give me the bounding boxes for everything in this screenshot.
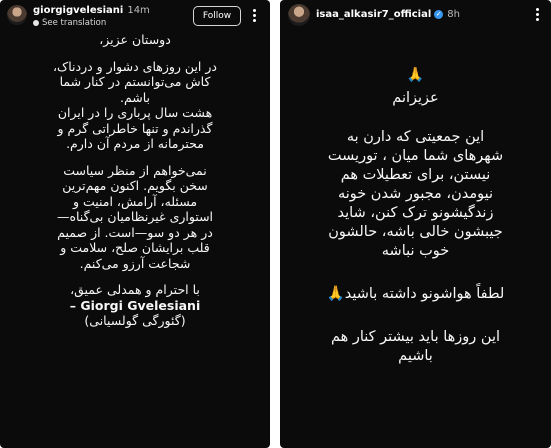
- post-time: 14m: [127, 5, 150, 16]
- avatar[interactable]: [288, 4, 310, 26]
- more-options-icon[interactable]: [253, 9, 256, 24]
- story-line: دوستان عزیز،: [99, 32, 171, 47]
- story-header: [280, 0, 551, 30]
- story-line: نیستن، برای تعطیلات هم: [340, 167, 491, 183]
- story-line: این روزها باید بیشتر کنار هم: [330, 329, 501, 345]
- story-line: محترمانه از مردم آن دارم.: [66, 136, 204, 151]
- story-header: [0, 0, 270, 30]
- story-signature: – Giorgi Gvelesiani: [69, 297, 201, 313]
- username[interactable]: [316, 9, 460, 20]
- story-line: نیومدن، مجبور شدن خونه: [337, 186, 494, 202]
- story-line: با احترام و همدلی عمیق،: [70, 282, 200, 297]
- story-line: در این روزهای دشوار و دردناک،: [53, 58, 217, 74]
- translate-icon: [33, 20, 39, 26]
- story-panel-right: [280, 0, 551, 448]
- story-line: شجاعت آرزو می‌کنم.: [79, 255, 191, 271]
- story-line: کاش می‌توانستم در کنار شما: [59, 74, 211, 89]
- post-time: 8h: [447, 9, 460, 20]
- username-text[interactable]: isaa_alkasir7_official: [316, 9, 432, 20]
- see-translation-link[interactable]: [33, 18, 106, 28]
- story-line: عزیزانم: [392, 90, 439, 106]
- story-panel-left: [0, 0, 270, 448]
- story-line: گذراندم و تنها خاطراتی گرم و: [57, 120, 213, 136]
- story-line: استواری غیرنظامیان بی‌گناه—: [56, 209, 214, 224]
- story-line: زندگیشونو ترک کنن، شاید: [337, 205, 494, 221]
- story-line: در هر دو سو—است. از صمیم: [57, 224, 213, 240]
- username[interactable]: [33, 5, 150, 16]
- story-line: خوب نباشه: [381, 243, 450, 259]
- story-line: هشت سال پرباری را در ایران: [57, 105, 213, 120]
- see-translation-label: See translation: [42, 18, 107, 28]
- story-line: سخن بگویم. اکنون مهم‌ترین: [62, 178, 208, 193]
- avatar[interactable]: [7, 5, 27, 25]
- story-line: (گئورگی گولسیانی): [84, 313, 186, 328]
- story-line: جیبشون خالی باشه، حالشون: [328, 224, 503, 240]
- username-text[interactable]: giorgigvelesiani: [33, 5, 124, 16]
- follow-button-label: Follow: [202, 11, 232, 21]
- story-line: قلب برایشان صلح، سلامت و: [60, 240, 210, 255]
- verified-badge-icon: ✓: [435, 9, 442, 18]
- follow-button[interactable]: [193, 6, 241, 26]
- story-line: باشم.: [119, 89, 151, 105]
- story-line: شهرهای شما میان ، توریست: [327, 148, 504, 164]
- story-line: این جمعیتی که دارن به: [346, 129, 485, 145]
- more-options-icon[interactable]: [536, 8, 539, 23]
- story-line: باشیم: [398, 348, 433, 364]
- story-line: نمی‌خواهم از منظر سیاست: [63, 162, 207, 178]
- story-line: مسئله، آرامش، امنیت و: [72, 193, 198, 209]
- story-text: [12, 32, 258, 329]
- story-line: لطفاً هواشونو داشته باشید🙏: [326, 286, 505, 302]
- prayer-hands-icon: 🙏: [406, 67, 425, 83]
- story-text: [294, 66, 537, 366]
